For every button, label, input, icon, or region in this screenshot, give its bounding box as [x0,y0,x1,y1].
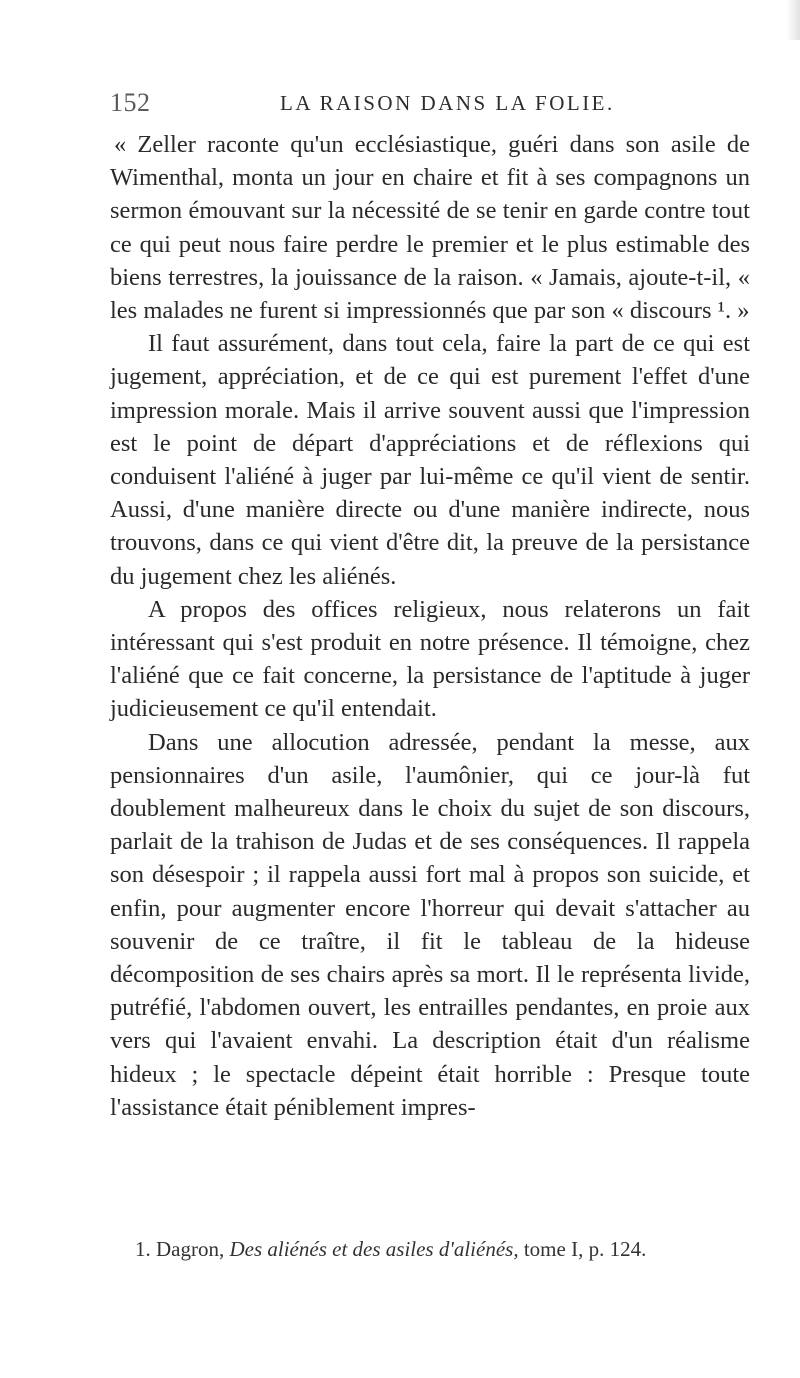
body-text [110,128,750,1124]
footnote [135,1237,755,1262]
page-number: 152 [110,88,151,117]
paragraph: « Zeller raconte qu'un ecclésiastique, guéri dans son asile de Wimenthal, monta un jour en chaire et fit à ses compagnons un sermon émouvant sur la nécessité de se tenir en garde contre tout ce qui peut nous faire perdre le premier et le plus estimable des biens terrestres, la jouissance de la raison. « Jamais, ajoute-t-il, « les malades ne furent si impressionnés que par son « discours ¹. » [110,131,750,325]
footnote-author: Dagron, [156,1237,225,1261]
footnote-reference: tome I, p. 124. [523,1237,647,1261]
running-title: LA RAISON DANS LA FOLIE. [280,91,615,115]
paragraph: Dans une allocution adressée, pendant la messe, aux pensionnaires d'un asile, l'aumônier, qui ce jour-là fut doublement malheureux dans le choix du sujet de son discours, parlait de la trahison de Judas et de ses conséquences. Il rappela son désespoir ; il rappela aussi fort mal à propos son suicide, et enfin, pour augmenter encore l'horreur qui devait s'attacher au souvenir de ce traître, il fit le tableau de la hideuse décomposition de ses chairs après sa mort. Il le représenta livide, putréfié, l'abdomen ouvert, les entrailles pendantes, en proie aux vers qui l'avaient envahi. La description était d'un réalisme hideux ; le spectacle dépeint était horrible : Presque toute l'assistance était péniblement impres- [110,728,750,1121]
footnote-title: Des aliénés et des asiles d'aliénés, [229,1237,519,1261]
footnote-marker: 1. [135,1237,151,1261]
page-edge-shadow [786,0,800,40]
paragraph: A propos des offices religieux, nous relaterons un fait intéressant qui s'est produit en notre présence. Il témoigne, chez l'aliéné que ce fait concerne, la persistance de l'aptitude à juger judicieusement ce qu'il entendait. [110,595,750,723]
paragraph: Il faut assurément, dans tout cela, faire la part de ce qui est jugement, appréciation, et de ce qui est purement l'effet d'une impression morale. Mais il arrive souvent aussi que l'impression est le point de départ d'appréciations et de réflexions qui conduisent l'aliéné à juger par lui-même ce qu'il vient de sentir. Aussi, d'une manière directe ou d'une manière indirecte, nous trouvons, dans ce qui vient d'être dit, la preuve de la persistance du jugement chez les aliénés. [110,330,750,590]
page-header [110,88,750,120]
